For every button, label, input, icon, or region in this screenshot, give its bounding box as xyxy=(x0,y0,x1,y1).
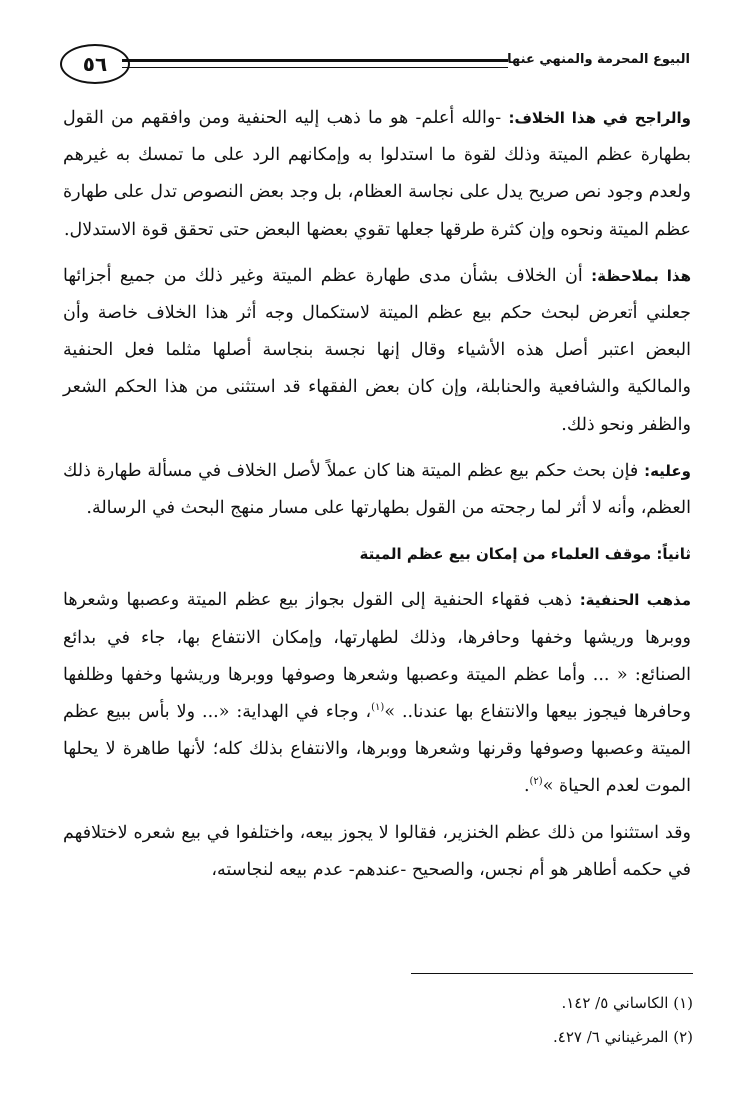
footnote-2: (٢) المرغيناني ٦/ ٤٢٧. xyxy=(553,1028,693,1046)
page-header xyxy=(60,42,690,86)
body-text xyxy=(63,100,691,898)
footnote-ref-1[interactable]: (١) xyxy=(371,702,385,714)
paragraph-text: -والله أعلم- هو ما ذهب إليه الحنفية ومن وافقهم من القول بطهارة عظم الميتة وذلك لقوة ما استدلوا به وإمكانهم الرد على ما تمسك به غيرهم ولعدم وجود نص صريح يدل على نجاسة العظام، بل وجد بعض النصوص تدل على طهارة عظم الميتة ونحوه وإن كثرة طرقها جعلها تقوي بعضها البعض حتى تحقق قوة الاستدلال. xyxy=(63,108,691,240)
paragraph-lead: هذا بملاحظة: xyxy=(591,266,691,285)
paragraph-text: أن الخلاف بشأن مدى طهارة عظم الميتة وغير ذلك من جميع أجزائها جعلني أتعرض لبحث حكم بيع عظم الميتة لاستكمال وجه أثر هذا الخلاف خاصة وأن البعض اعتبر أصل هذه الأشياء وقال إنها نجسة بنجاسة أصلها مثلما فعل الحنفية والمالكية والشافعية والحنابلة، وإن كان بعض الفقهاء قد استثنى من هذا الحكم الشعر والظفر ونحو ذلك. xyxy=(63,265,691,435)
paragraph-lead: وعليه: xyxy=(644,461,691,480)
footnote-divider xyxy=(411,973,693,974)
header-rule xyxy=(122,59,508,68)
paragraph-preferred-opinion xyxy=(63,100,691,249)
paragraph-text: . xyxy=(523,776,530,797)
paragraph-accordingly xyxy=(63,453,691,527)
paragraph-lead: مذهب الحنفية: xyxy=(579,591,691,610)
paragraph-hanafi xyxy=(63,582,691,805)
paragraph-exception: وقد استثنوا من ذلك عظم الخنزير، فقالوا لا يجوز بيعه، واختلفوا في بيع شعره لاختلافهم في حكمه أطاهر هو أم نجس، والصحيح -عندهم- عدم بيعه لنجاسته، xyxy=(63,822,691,880)
section-subheading: ثانياً: موقف العلماء من إمكان بيع عظم الميتة xyxy=(359,545,691,564)
page-number: ٥٦ xyxy=(60,44,130,84)
paragraph-lead: والراجح في هذا الخلاف: xyxy=(508,109,691,127)
footnotes xyxy=(65,986,693,1054)
footnote-ref-2[interactable]: (٢) xyxy=(529,776,543,788)
footnote-1: (١) الكاساني ٥/ ١٤٢. xyxy=(561,994,693,1012)
paragraph-text: ذهب فقهاء الحنفية إلى القول بجواز بيع عظم الميتة وعصبها وشعرها ووبرها وريشها وخفها وحافرها، وذلك لطهارتها، وإمكان الانتفاع بها، جاء في بدائع الصنائع: « ... وأما عظم الميتة وعصبها وشعرها وصوفها ووبرها وريشها وخفها وظلفها وحافرها فيجوز بيعها والانتفاع بها عندنا.. » xyxy=(63,590,691,723)
paragraph-note xyxy=(63,258,691,444)
book-title: البيوع المحرمة والمنهي عنها xyxy=(507,52,690,67)
paragraph-text: فإن بحث حكم بيع عظم الميتة هنا كان عملاً لأصل الخلاف في مسألة طهارة ذلك العظم، وأنه لا أثر لما رجحته من القول بطهارتها على مسار منهج البحث في الرسالة. xyxy=(63,460,691,519)
paragraph-text: ، وجاء في الهداية: «... ولا بأس ببيع عظم الميتة وعصبها وصوفها وقرنها وشعرها ووبرها، والانتفاع بذلك كله؛ لأنها طاهرة لا يحلها الموت لعدم الحياة » xyxy=(63,702,691,797)
